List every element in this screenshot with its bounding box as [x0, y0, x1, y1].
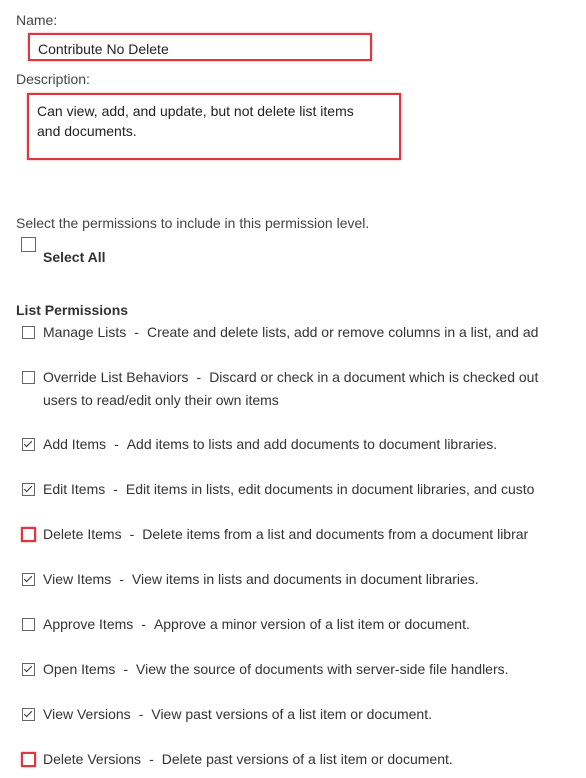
select-all-label: Select All [43, 249, 106, 265]
permission-separator: - [114, 436, 119, 452]
manage-lists-checkbox[interactable] [22, 326, 35, 339]
permission-separator: - [149, 751, 154, 767]
delete-versions-checkbox[interactable] [21, 752, 36, 767]
permission-description: View items in lists and documents in document libraries. [131, 571, 479, 587]
permission-open-items [43, 658, 509, 680]
permission-description: Edit items in lists, edit documents in document libraries, and custo [125, 481, 535, 497]
permission-description: Delete items from a list and documents from a document librar [142, 526, 529, 542]
permission-manage-lists [43, 321, 538, 343]
permission-separator: - [113, 481, 118, 497]
permission-name: View Versions [43, 706, 131, 722]
approve-items-checkbox[interactable] [22, 618, 35, 631]
permission-view-items [43, 568, 479, 590]
permission-description: Delete past versions of a list item or document. [161, 751, 453, 767]
select-all-checkbox[interactable] [21, 237, 36, 252]
delete-items-checkbox[interactable] [21, 527, 36, 542]
permission-name: View Items [43, 571, 112, 587]
list-permissions-heading: List Permissions [16, 302, 129, 318]
permission-name: Add Items [43, 436, 107, 452]
permission-name: Delete Items [43, 526, 122, 542]
add-items-checkbox[interactable] [22, 438, 35, 451]
permission-separator: - [134, 324, 139, 340]
permission-add-items [43, 433, 497, 455]
permission-edit-items [43, 478, 534, 500]
name-label: Name: [16, 12, 58, 28]
permission-separator: - [123, 661, 129, 677]
permission-separator: - [119, 571, 124, 587]
permission-description: Create and delete lists, add or remove columns in a list, and ad [146, 324, 539, 340]
description-label: Description: [16, 71, 90, 87]
permission-override-list-behaviors [43, 366, 538, 388]
description-textarea[interactable]: Can view, add, and update, but not delete list items and documents. [27, 93, 401, 160]
permission-name: Open Items [43, 661, 116, 677]
permission-description: View the source of documents with server-side file handlers. [136, 661, 509, 677]
permission-separator: - [196, 369, 202, 385]
permission-description: Add items to lists and add documents to document libraries. [126, 436, 498, 452]
edit-items-checkbox[interactable] [22, 483, 35, 496]
view-versions-checkbox[interactable] [22, 708, 35, 721]
permission-delete-versions [43, 748, 453, 770]
permission-separator: - [141, 616, 146, 632]
permission-name: Edit Items [43, 481, 106, 497]
permission-description: Discard or check in a document which is checked out [209, 369, 539, 385]
permission-delete-items [43, 523, 528, 545]
permission-description: Approve a minor version of a list item or document. [153, 616, 470, 632]
permission-separator: - [129, 526, 135, 542]
permission-description: View past versions of a list item or document. [151, 706, 433, 722]
permission-approve-items [43, 613, 470, 635]
open-items-checkbox[interactable] [22, 663, 35, 676]
permission-name: Manage Lists [43, 324, 127, 340]
permissions-intro: Select the permissions to include in this permission level. [16, 215, 370, 231]
view-items-checkbox[interactable] [22, 573, 35, 586]
permission-name: Override List Behaviors [43, 369, 189, 385]
name-input[interactable]: Contribute No Delete [28, 33, 372, 61]
permission-name: Delete Versions [43, 751, 142, 767]
override-list-behaviors-checkbox[interactable] [22, 371, 35, 384]
permission-separator: - [138, 706, 144, 722]
permission-view-versions [43, 703, 432, 725]
permission-override-list-behaviors-line2: users to read/edit only their own items [43, 392, 279, 408]
permission-name: Approve Items [43, 616, 134, 632]
